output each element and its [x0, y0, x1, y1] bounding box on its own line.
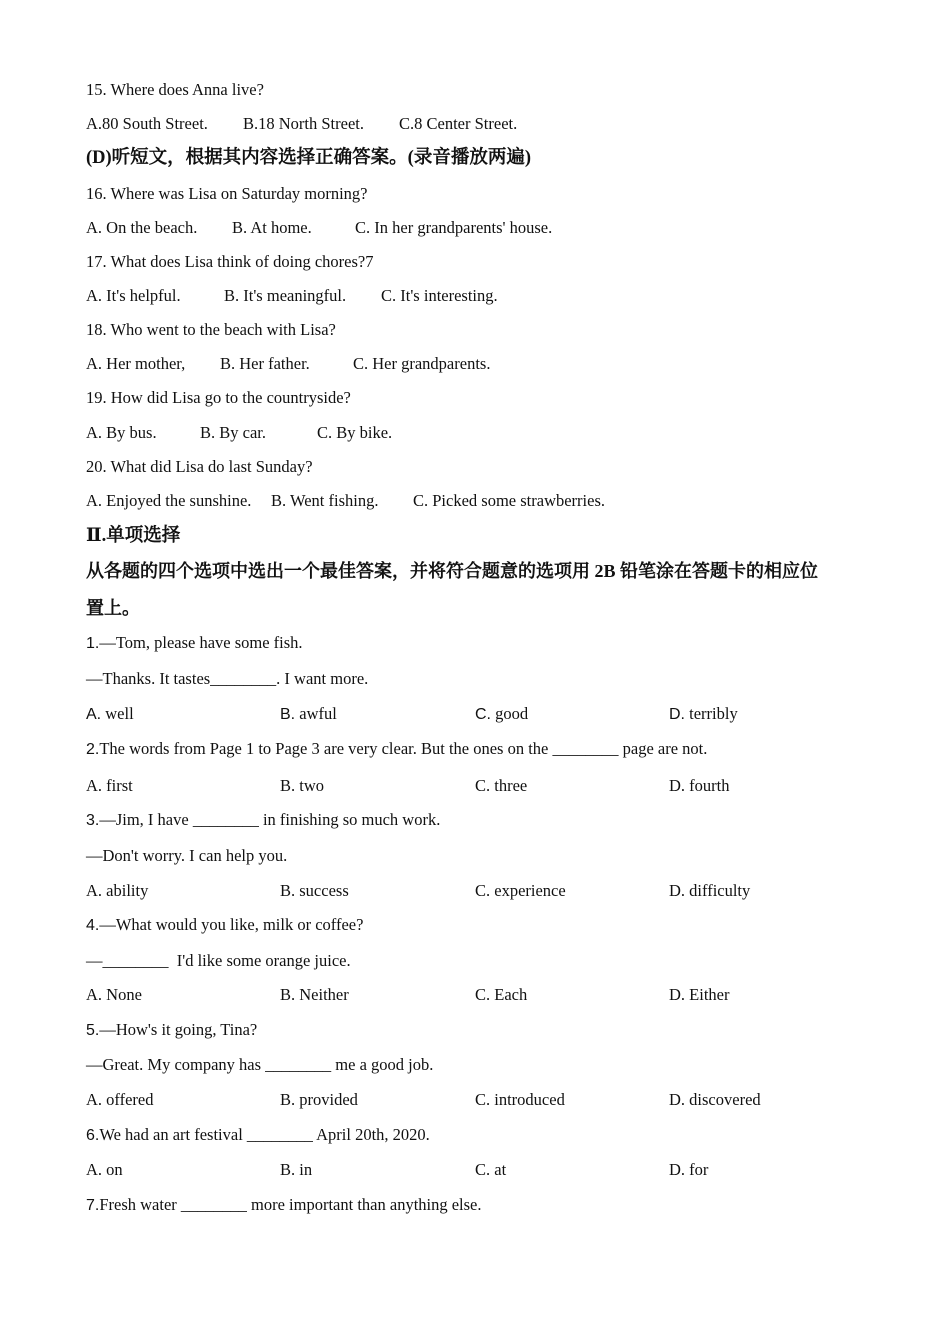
option-a: A. Enjoyed the sunshine.: [86, 491, 252, 510]
option-a: A. offered: [86, 1090, 154, 1109]
option-c: C. Each: [475, 985, 528, 1004]
option-d: D. fourth: [669, 776, 730, 795]
question-number: 2.: [86, 741, 100, 758]
option-letter: C.: [475, 706, 491, 723]
mc-question-4-options: [86, 984, 876, 1006]
mc-question-3-line-2: —Don't worry. I can help you.: [86, 846, 288, 865]
option-d: D. Either: [669, 985, 730, 1004]
mc-question-2-options: [86, 775, 876, 797]
option-b: B. Neither: [280, 985, 349, 1004]
option-text: awful: [299, 704, 337, 723]
option-b: B. At home.: [232, 218, 312, 237]
option-d: D. difficulty: [669, 881, 751, 900]
mc-question-2-line-1: [86, 738, 707, 761]
option-text: terribly: [689, 704, 738, 723]
question-number: 1.: [86, 635, 100, 652]
option-a: A. None: [86, 985, 142, 1004]
question-16: 16. Where was Lisa on Saturday morning?: [86, 184, 368, 203]
mc-question-1-options: [86, 703, 876, 725]
question-17: 17. What does Lisa think of doing chores?7: [86, 252, 374, 271]
question-19: 19. How did Lisa go to the countryside?: [86, 388, 351, 407]
option-a: A. on: [86, 1160, 123, 1179]
question-15: 15. Where does Anna live?: [86, 80, 264, 99]
question-text: Fresh water ________ more important than anything else.: [99, 1195, 482, 1214]
option-c: C. By bike.: [317, 423, 393, 442]
option-a: A. Her mother,: [86, 354, 186, 373]
option-b: B. Her father.: [220, 354, 310, 373]
question-15-options: [86, 113, 876, 135]
question-text: —Jim, I have ________ in finishing so much work.: [99, 810, 441, 829]
mc-question-5-line-2: —Great. My company has ________ me a good job.: [86, 1055, 434, 1074]
question-text: The words from Page 1 to Page 3 are very clear. But the ones on the ________ page are not.: [99, 739, 708, 758]
option-b: B. two: [280, 776, 325, 795]
question-20-options: [86, 490, 876, 512]
option-a: A. On the beach.: [86, 218, 198, 237]
mc-question-5-options: [86, 1089, 876, 1111]
option-c: C. three: [475, 776, 528, 795]
question-20: 20. What did Lisa do last Sunday?: [86, 457, 313, 476]
option-letter: A.: [86, 706, 102, 723]
mc-question-6-options: [86, 1159, 876, 1181]
option-a: A.80 South Street.: [86, 114, 208, 133]
option-c: [475, 703, 528, 726]
option-letter: B.: [280, 706, 296, 723]
option-c: C. experience: [475, 881, 566, 900]
section-d-title: (D)听短文，根据其内容选择正确答案。(录音播放两遍): [86, 148, 532, 168]
option-text: well: [105, 704, 134, 723]
option-b: B.18 North Street.: [243, 114, 364, 133]
option-c: C. Picked some strawberries.: [413, 491, 605, 510]
option-a: [86, 703, 134, 726]
mc-question-1-line-2: —Thanks. It tastes________. I want more.: [86, 669, 369, 688]
option-d: [669, 703, 738, 726]
option-b: B. success: [280, 881, 349, 900]
option-b: B. It's meaningful.: [224, 286, 347, 305]
question-number: 6.: [86, 1127, 100, 1144]
section-2-instructions-line-2: 置上。: [86, 598, 140, 618]
option-b: B. in: [280, 1160, 313, 1179]
option-c: C. It's interesting.: [381, 286, 498, 305]
mc-question-4-line-1: [86, 914, 363, 937]
question-text: —How's it going, Tina?: [99, 1020, 258, 1039]
mc-question-5-line-1: [86, 1019, 257, 1042]
mc-question-1-line-1: [86, 632, 303, 655]
question-number: 5.: [86, 1022, 100, 1039]
option-a: A. It's helpful.: [86, 286, 181, 305]
option-text: good: [495, 704, 529, 723]
option-a: A. ability: [86, 881, 149, 900]
mc-question-6-line-1: [86, 1124, 430, 1147]
section-2-title: Ⅱ.单项选择: [86, 526, 181, 546]
option-b: B. By car.: [200, 423, 266, 442]
question-17-options: [86, 285, 876, 307]
option-c: C. introduced: [475, 1090, 565, 1109]
mc-question-4-line-2: —________ I'd like some orange juice.: [86, 951, 351, 970]
option-b: [280, 703, 337, 726]
option-a: A. first: [86, 776, 133, 795]
option-c: C. Her grandparents.: [353, 354, 491, 373]
mc-question-3-options: [86, 880, 876, 902]
option-a: A. By bus.: [86, 423, 157, 442]
question-number: 7.: [86, 1197, 100, 1214]
question-text: —What would you like, milk or coffee?: [99, 915, 364, 934]
option-c: C.8 Center Street.: [399, 114, 518, 133]
mc-question-3-line-1: [86, 809, 440, 832]
question-18-options: [86, 353, 876, 375]
option-c: C. In her grandparents' house.: [355, 218, 553, 237]
option-b: B. Went fishing.: [271, 491, 379, 510]
question-number: 3.: [86, 812, 100, 829]
option-d: D. for: [669, 1160, 709, 1179]
option-c: C. at: [475, 1160, 507, 1179]
question-18: 18. Who went to the beach with Lisa?: [86, 320, 336, 339]
question-19-options: [86, 422, 876, 444]
question-16-options: [86, 217, 876, 239]
question-text: —Tom, please have some fish.: [99, 633, 303, 652]
option-d: D. discovered: [669, 1090, 761, 1109]
option-b: B. provided: [280, 1090, 358, 1109]
question-number: 4.: [86, 917, 100, 934]
section-2-instructions-line-1: 从各题的四个选项中选出一个最佳答案，并将符合题意的选项用 2B 铅笔涂在答题卡的相应位: [86, 561, 819, 581]
option-letter: D.: [669, 706, 685, 723]
question-text: We had an art festival ________ April 20th, 2020.: [99, 1125, 430, 1144]
mc-question-7-line-1: [86, 1194, 482, 1217]
